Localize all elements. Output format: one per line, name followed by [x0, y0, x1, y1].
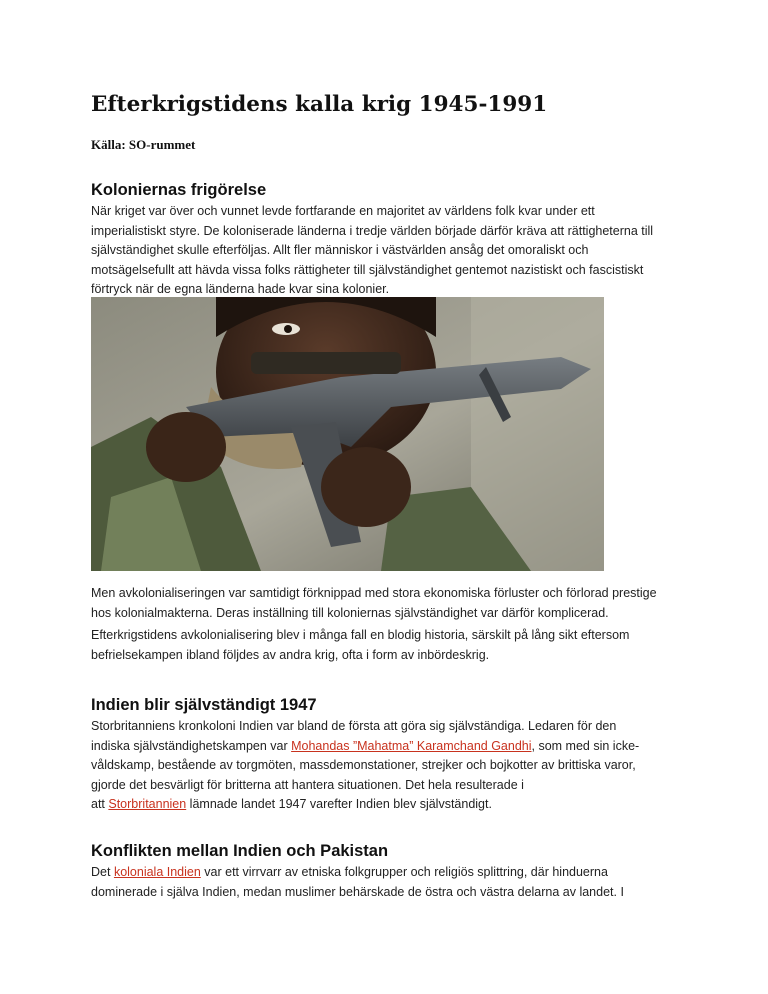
heading-konflikten-indien-pakistan: Konflikten mellan Indien och Pakistan: [91, 842, 389, 860]
text-segment: lämnade landet 1947 varefter Indien blev självständigt.: [186, 797, 492, 811]
text-segment: Det: [91, 865, 114, 879]
text-segment: var ett virrvarr av etniska folkgrupper och religiös splittring, där hinduerna: [200, 865, 608, 879]
text-line: Storbritanniens kronkoloni Indien var bland de första att göra sig självständiga. Ledaren för den: [91, 719, 617, 733]
soldier-rifle-photo: [91, 297, 604, 571]
text-line: självständighet skulle efterföljas. Allt fler människor i västvärlden ansåg det omoraliskt och: [91, 243, 589, 257]
source-line: Källa: SO-rummet: [91, 137, 196, 152]
text-line: [91, 863, 681, 883]
text-line: våldskamp, bestående av torgmöten, massdemonstationer, strejker och bojkotter av brittiska varor,: [91, 758, 636, 772]
paragraph-avkolonialisering: [91, 626, 681, 665]
text-line: imperialistiskt styre. De koloniserade länderna i tredje världen började därför kräva att rättigheterna till: [91, 223, 654, 238]
link-gandhi[interactable]: Mohandas ”Mahatma” Karamchand Gandhi: [291, 738, 532, 753]
link-storbritannien[interactable]: Storbritannien: [108, 797, 187, 811]
text-line: befrielsekampen ibland följdes av andra krig, ofta i form av inbördeskrig.: [91, 647, 490, 662]
paragraph-intro: [91, 202, 681, 300]
text-segment: indiska självständighetskampen var: [91, 738, 292, 753]
photo-illustration: [91, 297, 604, 571]
text-line: motsägelsefullt att hävda vissa folks rättigheter till självständighet gentemot nazistiskt och fascistiskt: [91, 262, 644, 277]
text-line: gjorde det besvärligt för britterna att hantera situationen. Det hela resulterade i: [91, 777, 524, 792]
heading-indien-sjalvstandigt: Indien blir självständigt 1947: [91, 696, 317, 714]
text-line: Efterkrigstidens avkolonialisering blev i många fall en blodig historia, särskilt på lång sikt eftersom: [91, 628, 630, 642]
text-line: [91, 795, 681, 815]
text-line: [91, 737, 681, 757]
text-segment: , som med sin icke-: [531, 738, 640, 753]
document-title: Efterkrigstidens kalla krig 1945-1991: [91, 92, 548, 117]
link-koloniala-indien[interactable]: koloniala Indien: [113, 865, 201, 879]
heading-koloniernas-frigorelse: Koloniernas frigörelse: [91, 181, 267, 199]
text-line: När kriget var över och vunnet levde fortfarande en majoritet av världens folk kvar under ett: [91, 204, 595, 218]
text-line: dominerade i själva Indien, medan muslimer behärskade de östra och västra delarna av landet. I: [91, 884, 624, 899]
text-line: Men avkolonialiseringen var samtidigt förknippad med stora ekonomiska förluster och förlorad prestige: [91, 586, 657, 600]
text-line: förtryck när de egna länderna hade kvar sina kolonier.: [91, 282, 390, 296]
paragraph-prestige: [91, 584, 681, 623]
text-segment: att: [91, 797, 109, 811]
text-line: hos kolonialmakterna. Deras inställning till koloniernas självständighet var därför komplicerad.: [91, 605, 609, 620]
paragraph-indien: [91, 717, 681, 815]
paragraph-konflikten: [91, 863, 681, 902]
